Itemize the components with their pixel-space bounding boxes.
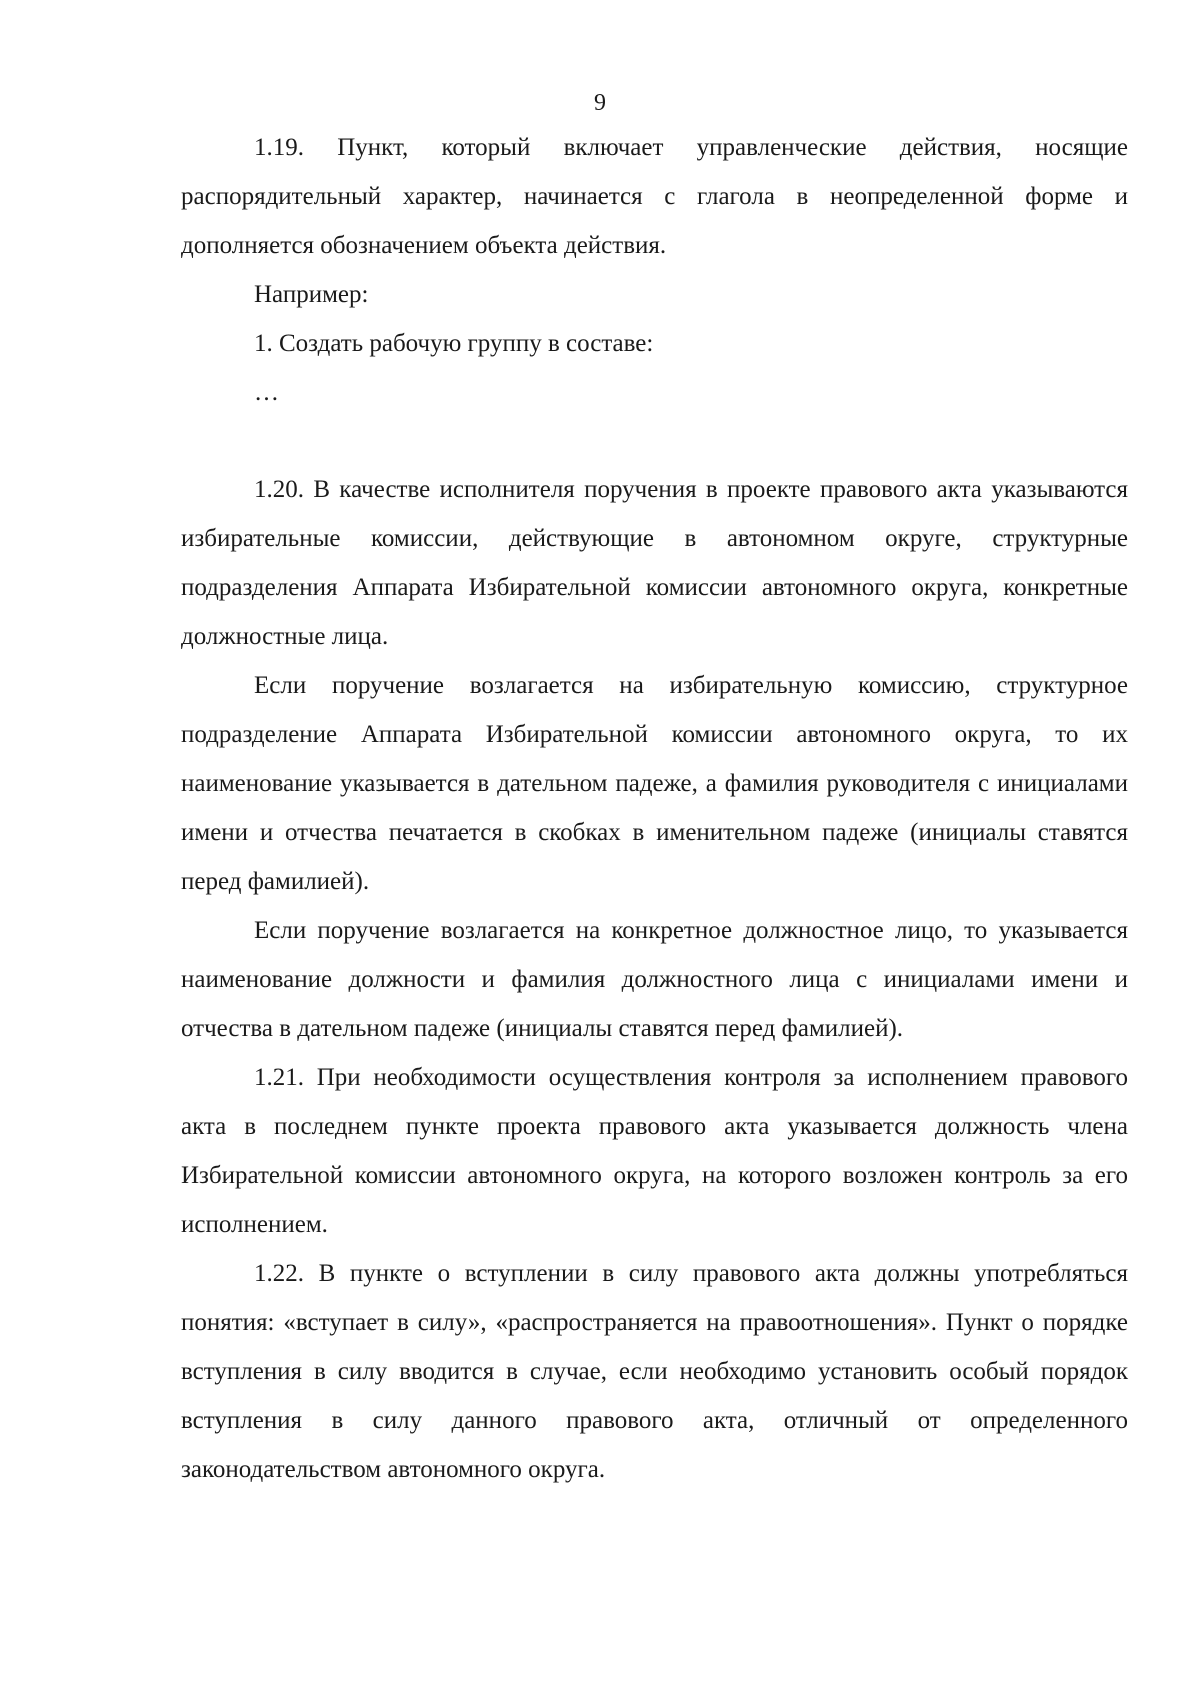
example-label: Например: [254, 281, 369, 308]
example-item: 1. Создать рабочую группу в составе: [254, 330, 654, 357]
paragraph-1-20: 1.20. В качестве исполнителя поручения в проекте правового акта указываются избирательные комиссии, действующие в автономном округе, структурные подразделения Аппарата Избирательной комиссии автономного округа, конкретные должностные лица. [181, 476, 1128, 650]
paragraph-1-19: 1.19. Пункт, который включает управленческие действия, носящие распорядительный характер, начинается с глагола в неопределенной форме и дополняется обозначением объекта действия. [181, 134, 1128, 259]
document-body [181, 123, 1128, 1494]
section-gap [181, 417, 1128, 465]
page-number: 9 [594, 90, 606, 116]
paragraph-1-20-official: Если поручение возлагается на конкретное должностное лицо, то указывается наименование должности и фамилия должностного лица с инициалами имени и отчества в дательном падеже (инициалы ставятся перед фамилией). [181, 917, 1128, 1042]
paragraph-1-22: 1.22. В пункте о вступлении в силу правового акта должны употребляться понятия: «вступает в силу», «распространяется на правоотношения». Пункт о порядке вступления в силу вводится в случае, если необходимо установить особый порядок вступления в силу данного правового акта, отличный от определенного законодательством автономного округа. [181, 1260, 1128, 1483]
example-ellipsis: … [254, 379, 279, 406]
paragraph-1-20-commission: Если поручение возлагается на избирательную комиссию, структурное подразделение Аппарата Избирательной комиссии автономного округа, то их наименование указывается в дательном падеже, а фамилия руководителя с инициалами имени и отчества печатается в скобках в именительном падеже (инициалы ставятся перед фамилией). [181, 672, 1128, 895]
paragraph-1-21: 1.21. При необходимости осуществления контроля за исполнением правового акта в последнем пункте проекта правового акта указывается должность члена Избирательной комиссии автономного округа, на которого возложен контроль за его исполнением. [181, 1064, 1128, 1238]
